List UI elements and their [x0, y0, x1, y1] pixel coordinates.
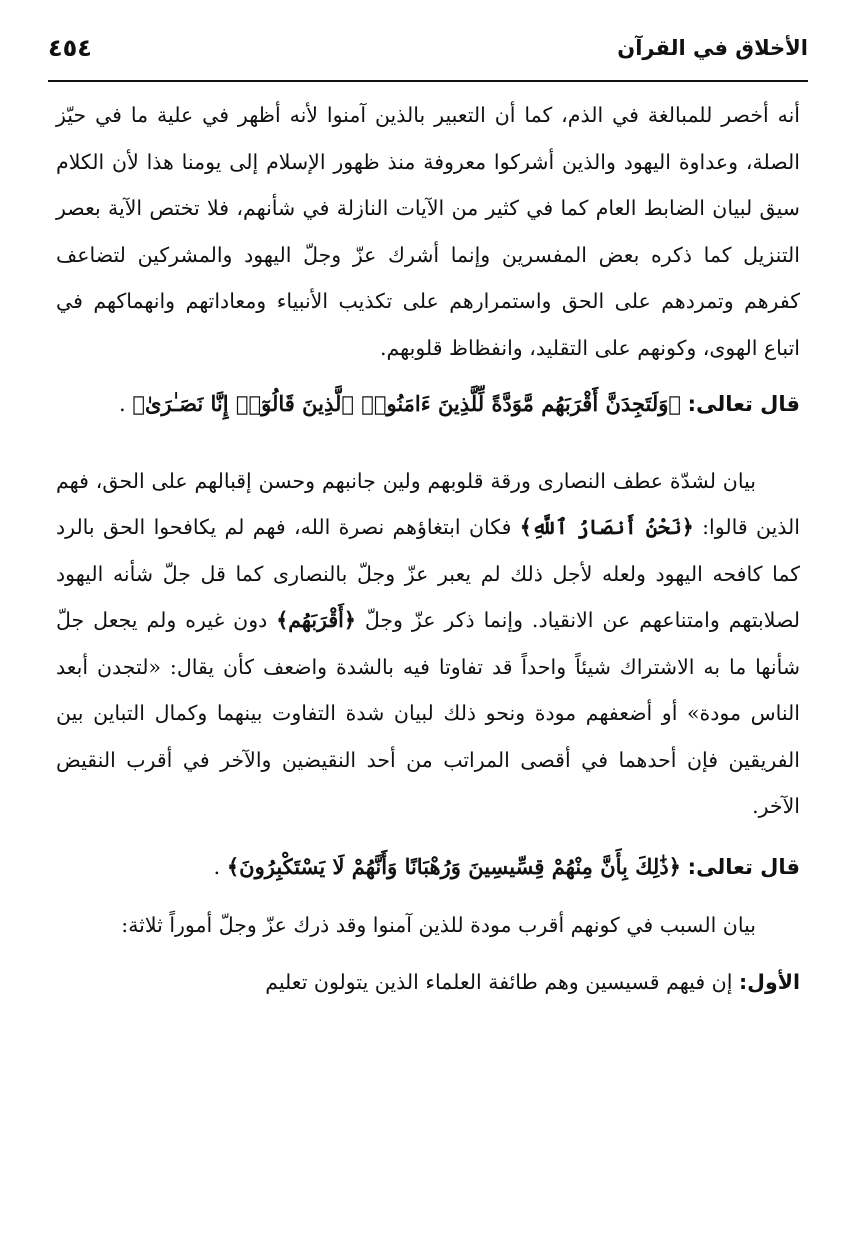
- verse-1-text: ﴿وَلَتَجِدَنَّ أَقْرَبَهُم مَّوَدَّةً لِّلَّذِينَ ءَامَنُوا۟ ٱلَّذِينَ قَالُوٓا۟ إِنَّا نَصَـٰرَىٰ﴾: [132, 391, 681, 416]
- verse-1-lead: قال تعالى:: [687, 392, 800, 416]
- running-title: الأخلاق في القرآن: [617, 36, 808, 60]
- commentary-paragraph-4: [56, 959, 800, 1006]
- body-text: [56, 92, 800, 1005]
- verse-quote-1: [56, 381, 800, 428]
- verse-1-end: .: [119, 392, 126, 416]
- verse-2-lead: قال تعالى:: [687, 854, 800, 879]
- commentary-paragraph-2: [56, 458, 800, 830]
- commentary-paragraph-3: بيان السبب في كونهم أقرب مودة للذين آمنوا وقد ذرك عزّ وجلّ أموراً ثلاثة:: [121, 913, 756, 937]
- page-header: [48, 30, 808, 82]
- verse-2-end: .: [213, 854, 221, 879]
- page-number: ٤٥٤: [48, 34, 92, 62]
- commentary-paragraph-1: أنه أخصر للمبالغة في الذم، كما أن التعبير بالذين آمنوا لأنه أظهر في علية ما في حيّز الصلة، وعداوة اليهود والذين أشركوا معروفة منذ ظهور الإسلام إلى يومنا هذا لأن الكلام سيق لبيان الضابط العام كما في كثير من الآيات النازلة في شأنهم، فلا تختص الآية بعصر التنزيل كما ذكره بعض المفسرين وإنما أشرك عزّ وجلّ اليهود والمشركين لتضاعف كفرهم وتمردهم على الحق واستمرارهم على تكذيب الأنبياء ومعاداتهم وانهماكهم في اتباع الهوى، وكونهم على التقليد، وانفظاظ قلوبهم.: [56, 103, 800, 360]
- paragraph-2-quote-2: ﴿أَقْرَبَهُم﴾: [276, 608, 356, 632]
- paragraph-2-part-2: فكان ابتغاؤهم نصرة الله، فهم لم يكافحوا الحق بالرد كما كافحه اليهود ولعله لأجل ذلك لم يعبر عزّ وجلّ بالنصارى كما قل جلّ شأنه اليهود لصلابتهم وامتناعهم عن الانقياد. وإنما ذكر عزّ وجلّ: [56, 515, 800, 632]
- paragraph-4-text: إن فيهم قسيسين وهم طائفة العلماء الذين يتولون تعليم: [265, 969, 733, 994]
- paragraph-4-lead: الأول:: [738, 969, 800, 994]
- paragraph-2-part-3: دون غيره ولم يجعل جلّ شأنها ما به الاشتراك شيئاً واحداً قد تفاوتا فيه بالشدة واضعف كأن يقال: «لتجدن أبعد الناس مودة» أو أضعفهم مودة ونحو ذلك لبيان شدة التفاوت بينهما وكمال التباين بين الفريقين فإن أحدهما في أقصى المراتب من أحد النقيضين والآخر في أقرب النقيض الآخر.: [56, 608, 800, 818]
- verse-2-text: ﴿ذَٰلِكَ بِأَنَّ مِنْهُمْ قِسِّيسِينَ وَرُهْبَانًا وَأَنَّهُمْ لَا يَسْتَكْبِرُونَ﴾: [226, 853, 681, 879]
- paragraph-2-part-1: بيان لشدّة عطف النصارى ورقة قلوبهم ولين جانبهم وحسن إقبالهم على الحق، فهم الذين قالوا:: [56, 468, 800, 539]
- verse-quote-2: [56, 844, 800, 891]
- paragraph-2-quote-1: ﴿نَحْنُ أَنصَارُ ٱللَّهِ﴾: [519, 515, 694, 539]
